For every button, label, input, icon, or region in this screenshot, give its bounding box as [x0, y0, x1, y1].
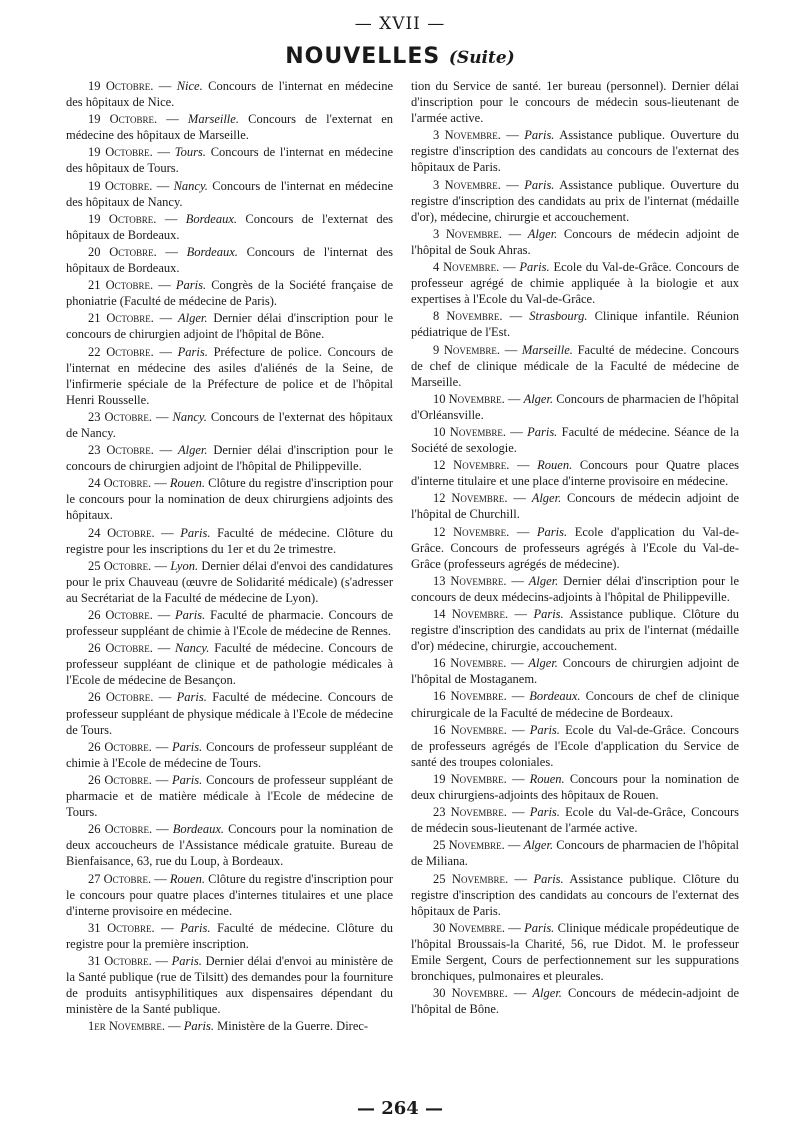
news-item-city: Rouen. — [537, 458, 573, 473]
page-header-roman: — XVII — — [354, 14, 446, 34]
news-item-text: Concours de l'internat des hôpitaux de Bordeaux. — [66, 244, 393, 276]
news-item: 19 Octobre. — Nice. Concours de l'internat en médecine des hôpitaux de Nice. — [66, 79, 393, 110]
news-item-text: tion du Service de santé. 1er bureau (personnel). Dernier délai d'inscription pour le concours de médecin sous-lieutenant de l'armée active. — [411, 79, 739, 126]
news-item-text: Concours de l'internat en médecine des hôpitaux de Nice. — [66, 79, 393, 110]
news-item-date: 24 Octobre. — [88, 525, 155, 540]
news-item-date: 8 Novembre. — [433, 309, 503, 324]
news-item-date: 25 Novembre. — [433, 871, 509, 886]
news-item-text: Concours de pharmacien de l'hôpital d'Orléansville. — [411, 391, 739, 422]
news-item-city: Paris. — [175, 608, 206, 622]
news-item-date: 23 Novembre. — [433, 805, 507, 820]
news-item: 23 Novembre. — Paris. Ecole du Val-de-Grâce, Concours de médecin sous-lieutenant de l'armée active. — [411, 805, 739, 836]
news-item-city: Paris. — [176, 690, 207, 705]
news-item-date: 21 Octobre. — [88, 278, 154, 293]
news-item: 19 Octobre. — Marseille. Concours de l'externat en médecine des hôpitaux de Marseille. — [66, 112, 393, 143]
news-item-date: 3 Novembre. — [433, 177, 501, 192]
news-item-text: Concours de médecin-adjoint de l'hôpital de Bône. — [411, 986, 739, 1017]
news-item-text: Clinique médicale propédeutique de l'hôpital Broussais-la Charité, 56, rue Didot. M. le professeur Emile Sergent, Cours de perfectionnement sur les suppurations bronchiques, pulmonaires et pleurales. — [411, 920, 739, 984]
news-item: 24 Octobre. — Rouen. Clôture du registre d'inscription pour le concours pour la nomination de deux chirurgiens adjoints des hôpitaux. — [66, 476, 393, 523]
news-item-city: Alger. — [527, 226, 558, 241]
news-item: 14 Novembre. — Paris. Assistance publique. Clôture du registre d'inscription des candidats au prix de l'internat (médaille d'or) médecine, chirurgie, accouchement. — [411, 607, 739, 654]
news-item: 12 Novembre. — Alger. Concours de médecin adjoint de l'hôpital de Churchill. — [411, 491, 739, 522]
news-item-city: Paris. — [524, 177, 555, 192]
news-item: 26 Octobre. — Bordeaux. Concours pour la nomination de deux accoucheurs de l'Assistance médicale gratuite. Bureau de Bienfaisance, 63, rue du Loup, à Bordeaux. — [66, 822, 393, 869]
news-item-text: Assistance publique. Ouverture du registre d'inscription des candidats au concours de l'externat des hôpitaux de Paris. — [411, 128, 739, 175]
news-item: 21 Octobre. — Alger. Dernier délai d'inscription pour le concours de chirurgien adjoint de l'hôpital de Bône. — [66, 311, 393, 342]
news-item-date: 10 Novembre. — [433, 391, 505, 406]
news-item-text: Concours pour Quatre places d'interne titulaire et une place d'interne provisoire en médecine. — [411, 458, 739, 489]
news-item-date: 16 Novembre. — [433, 722, 507, 737]
news-item-city: Tours. — [174, 145, 206, 160]
news-item: 12 Novembre. — Rouen. Concours pour Quatre places d'interne titulaire et une place d'interne provisoire en médecine. — [411, 458, 739, 489]
news-item-city: Paris. — [529, 805, 560, 820]
news-item-date: 21 Octobre. — [88, 311, 154, 326]
news-item-date: 3 Novembre. — [433, 128, 501, 143]
news-item — [411, 78, 739, 126]
news-item-city: Marseille. — [187, 112, 239, 127]
news-item: 16 Novembre. — Alger. Concours de chirurgien adjoint de l'hôpital de Mostaganem. — [411, 656, 739, 687]
news-item-text: Concours de l'internat en médecine des hôpitaux de Tours. — [66, 145, 393, 176]
news-item-text: Concours de l'externat en médecine des hôpitaux de Marseille. — [66, 112, 393, 143]
news-item: 16 Novembre. — Paris. Ecole du Val-de-Grâce. Concours de professeurs agrégés de l'Ecole d'application du Service de santé des troupes coloniales. — [411, 722, 739, 769]
news-item-date: 30 Novembre. — [433, 986, 508, 1001]
news-item: 8 Novembre. — Strasbourg. Clinique infantile. Réunion pédiatrique de l'Est. — [411, 309, 739, 340]
news-item: 31 Octobre. — Paris. Faculté de médecine. Clôture du registre pour la première inscription. — [66, 920, 393, 951]
news-item: 25 Octobre. — Lyon. Dernier délai d'envoi des candidatures pour le prix Chauveau (œuvre de Solidarité médicale) (s'adresser au Secrétariat de la Faculté de médecine de Lyon). — [66, 558, 393, 605]
news-item-text: Congrès de la Société française de phoniatrie (Faculté de médecine de Paris). — [66, 278, 393, 309]
news-item-text: Ecole du Val-de-Grâce. Concours de professeurs agrégés de l'Ecole d'application du Service de santé des troupes coloniales. — [411, 722, 739, 769]
news-item-city: Paris. — [180, 920, 211, 935]
news-item-date: 16 Novembre. — [433, 656, 507, 671]
news-item-text: Faculté de médecine. Concours de professeur suppléant de physique médicale à l'Ecole de médecine de Tours. — [66, 690, 393, 737]
news-item: 21 Octobre. — Paris. Congrès de la Société française de phoniatrie (Faculté de médecine de Paris). — [66, 278, 393, 309]
news-item: 22 Octobre. — Paris. Préfecture de police. Concours de l'internat en médecine des asiles d'aliénés de la Seine, de l'infirmerie spéciale de la Préfecture de police et de l'hôpital Henri Rousselle. — [66, 344, 393, 407]
news-item: 19 Novembre. — Rouen. Concours pour la nomination de deux chirurgiens-adjoints des hôpitaux de Rouen. — [411, 771, 739, 803]
news-item-text: Faculté de médecine. Clôture du registre pour la première inscription. — [66, 920, 393, 951]
news-item-text: Assistance publique. Clôture du registre d'inscription des candidats au prix de l'internat (médaille d'or) médecine, chirurgie, accouchement. — [411, 607, 739, 654]
news-item-text: Concours de l'externat des hôpitaux de Nancy. — [66, 409, 393, 440]
news-item-date: 12 Novembre. — [433, 524, 510, 539]
news-item: 20 Octobre. — Bordeaux. Concours de l'internat des hôpitaux de Bordeaux. — [66, 244, 393, 276]
news-item: 31 Octobre. — Paris. Dernier délai d'envoi au ministère de la Santé publique (rue de Tilsitt) des demandes pour la fourniture de produits antisyphilitiques aux dispensaires dépendant du ministère de la Santé publique. — [66, 953, 393, 1017]
news-item-city: Paris. — [524, 920, 555, 935]
left-column — [66, 78, 393, 1098]
news-item-city: Rouen. — [529, 771, 565, 786]
news-item-city: Paris. — [533, 871, 564, 886]
section-title — [0, 44, 800, 69]
news-item-city: Paris. — [519, 260, 550, 275]
news-item: 12 Novembre. — Paris. Ecole d'application du Val-de-Grâce. Concours de professeurs agrégés à l'Ecole du Val-de-Grâce (professeurs agrégés de médecine). — [411, 524, 739, 571]
news-item-text: Concours pour la nomination de deux accoucheurs de l'Assistance médicale gratuite. Bureau de Bienfaisance, 63, rue du Loup, à Bordeaux. — [66, 822, 393, 869]
section-title-main: NOUVELLES — [285, 44, 441, 69]
news-item-text: Concours de professeur suppléant de chimie à l'Ecole de médecine de Tours. — [66, 739, 393, 770]
news-item-text: Ecole du Val-de-Grâce. Concours de professeur agrégé de chimie appliquée à la biologie et aux expertises à l'Ecole du Val-de-Grâce. — [411, 260, 739, 307]
news-item: 19 Octobre. — Bordeaux. Concours de l'externat des hôpitaux de Bordeaux. — [66, 211, 393, 242]
news-item-text: Concours pour la nomination de deux chirurgiens-adjoints des hôpitaux de Rouen. — [411, 771, 739, 803]
news-item-city: Alger. — [177, 311, 208, 326]
news-item: 4 Novembre. — Paris. Ecole du Val-de-Grâce. Concours de professeur agrégé de chimie appliquée à la biologie et aux expertises à l'Ecole du Val-de-Grâce. — [411, 260, 739, 307]
news-item-date: 1er Novembre. — [88, 1019, 166, 1034]
news-item-city: Lyon. — [170, 558, 199, 573]
news-item: 16 Novembre. — Bordeaux. Concours de chef de clinique chirurgicale de la Faculté de médecine de Bordeaux. — [411, 689, 739, 720]
news-item: 26 Octobre. — Paris. Concours de professeur suppléant de pharmacie et de matière médicale à l'Ecole de médecine de Tours. — [66, 772, 393, 820]
news-item-date: 26 Octobre. — [88, 608, 153, 622]
news-item-city: Nancy. — [172, 409, 207, 424]
news-item-date: 19 Octobre. — [88, 211, 157, 226]
news-item: 30 Novembre. — Paris. Clinique médicale propédeutique de l'hôpital Broussais-la Charité, 56, rue Didot. M. le professeur Emile Sergent, Cours de perfectionnement sur les suppurations bronchiques, pulmonaires et pleurales. — [411, 920, 739, 984]
news-item-date: 26 Octobre. — [88, 690, 154, 705]
news-item-text: Ecole d'application du Val-de-Grâce. Concours de professeurs agrégés à l'Ecole du Val-de-Grâce (professeurs agrégés de médecine). — [411, 524, 739, 571]
news-item-city: Bordeaux. — [186, 244, 238, 259]
news-item-city: Alger. — [528, 573, 559, 588]
section-title-suite: (Suite) — [448, 48, 515, 68]
news-item-city: Alger. — [523, 838, 554, 853]
news-item-text: Dernier délai d'envoi au ministère de la Santé publique (rue de Tilsitt) des demandes pour la fourniture de produits antisyphilitiques aux dispensaires dépendant du ministère de la Santé publique. — [66, 953, 393, 1017]
news-item-text: Concours de l'externat des hôpitaux de Bordeaux. — [66, 211, 393, 242]
news-item-city: Paris. — [177, 344, 208, 359]
news-item: 25 Novembre. — Alger. Concours de pharmacien de l'hôpital de Miliana. — [411, 838, 739, 869]
news-item: 23 Octobre. — Nancy. Concours de l'externat des hôpitaux de Nancy. — [66, 409, 393, 440]
news-item-date: 4 Novembre. — [433, 260, 500, 275]
news-item-date: 26 Octobre. — [88, 822, 153, 837]
news-item-text: Dernier délai d'inscription pour le concours de chirurgien adjoint de l'hôpital de Bône. — [66, 311, 393, 342]
news-item-text: Clinique infantile. Réunion pédiatrique de l'Est. — [411, 309, 739, 340]
news-item: 3 Novembre. — Paris. Assistance publique. Ouverture du registre d'inscription des candidats au prix de l'internat (médaille d'or), médecine, chirurgie et accouchement. — [411, 177, 739, 224]
news-item-date: 30 Novembre. — [433, 920, 505, 935]
news-item-date: 9 Novembre. — [433, 342, 501, 357]
news-item-date: 26 Octobre. — [88, 641, 153, 656]
news-item-text: Concours de médecin adjoint de l'hôpital de Souk Ahras. — [411, 226, 739, 257]
news-item-date: 12 Novembre. — [433, 491, 508, 506]
news-item-date: 23 Octobre. — [88, 409, 152, 424]
news-item-date: 24 Octobre. — [88, 476, 152, 491]
news-item-date: 16 Novembre. — [433, 689, 507, 704]
news-item-date: 25 Novembre. — [433, 838, 505, 853]
news-item-text: Concours de médecin adjoint de l'hôpital de Churchill. — [411, 491, 739, 522]
news-item-date: 26 Octobre. — [88, 739, 152, 754]
news-item: 26 Octobre. — Paris. Faculté de pharmacie. Concours de professeur suppléant de chimie à l'Ecole de médecine de Rennes. — [66, 608, 393, 639]
news-item-date: 19 Octobre. — [88, 178, 153, 193]
news-item: 24 Octobre. — Paris. Faculté de médecine. Clôture du registre pour les inscriptions du 1er et du 2e trimestre. — [66, 525, 393, 556]
news-item: 30 Novembre. — Alger. Concours de médecin-adjoint de l'hôpital de Bône. — [411, 986, 739, 1017]
news-item-date: 19 Octobre. — [88, 79, 154, 93]
news-item-text: Faculté de médecine. Séance de la Société de sexologie. — [411, 424, 739, 456]
news-item-date: 27 Octobre. — [88, 871, 152, 886]
news-item-text: Faculté de pharmacie. Concours de professeur suppléant de chimie à l'Ecole de médecine de Rennes. — [66, 608, 393, 639]
news-item-date: 25 Octobre. — [88, 558, 152, 573]
news-item-city: Paris. — [529, 722, 560, 737]
news-item-date: 14 Novembre. — [433, 607, 509, 621]
news-item: 26 Octobre. — Paris. Concours de professeur suppléant de chimie à l'Ecole de médecine de Tours. — [66, 739, 393, 770]
news-item-text: Dernier délai d'inscription pour le concours de chirurgien adjoint de l'hôpital de Philippeville. — [66, 443, 393, 474]
news-item-date: 22 Octobre. — [88, 344, 154, 359]
news-item-city: Alger. — [531, 491, 562, 506]
news-item-city: Paris. — [183, 1019, 214, 1034]
news-item-date: 19 Octobre. — [88, 112, 158, 127]
news-item-city: Paris. — [171, 953, 202, 968]
news-item-city: Alger. — [528, 656, 558, 671]
news-item-text: Assistance publique. Ouverture du registre d'inscription des candidats au prix de l'internat (médaille d'or), médecine, chirurgie et accouchement. — [411, 177, 739, 224]
news-item-text: Ministère de la Guerre. Direc- — [217, 1019, 369, 1034]
news-item-city: Nancy. — [175, 641, 210, 656]
news-item-city: Bordeaux. — [529, 689, 581, 704]
news-item-city: Paris. — [536, 524, 568, 539]
news-item-text: Dernier délai d'inscription pour le concours de deux médecins-adjoints à l'hôpital de Philippeville. — [411, 573, 739, 604]
news-item-city: Marseille. — [521, 342, 573, 357]
news-item-city: Paris. — [527, 424, 558, 439]
news-item-text: Concours de professeur suppléant de pharmacie et de matière médicale à l'Ecole de médecine de Tours. — [66, 772, 393, 820]
news-item-date: 19 Novembre. — [433, 771, 507, 786]
news-item-city: Paris. — [172, 739, 203, 754]
news-item: 27 Octobre. — Rouen. Clôture du registre d'inscription pour le concours pour quatre places d'internes titulaires et une place d'interne provisoire en médecine. — [66, 871, 393, 918]
news-item-city: Bordeaux. — [185, 211, 237, 226]
news-item-text: Ecole du Val-de-Grâce, Concours de médecin sous-lieutenant de l'armée active. — [411, 805, 739, 836]
news-item: 13 Novembre. — Alger. Dernier délai d'inscription pour le concours de deux médecins-adjoints à l'hôpital de Philippeville. — [411, 573, 739, 604]
news-item-date: 31 Octobre. — [88, 953, 152, 968]
news-item-city: Rouen. — [169, 476, 205, 491]
news-item: 10 Novembre. — Paris. Faculté de médecine. Séance de la Société de sexologie. — [411, 424, 739, 456]
news-item-date: 26 Octobre. — [88, 772, 152, 787]
news-item-city: Strasbourg. — [529, 309, 588, 324]
news-item: 26 Octobre. — Nancy. Faculté de médecine. Concours de professeur suppléant de clinique et de pathologie médicales à l'Ecole de médecine de Besançon. — [66, 641, 393, 688]
news-item-date: 23 Octobre. — [88, 443, 154, 458]
news-item: 19 Octobre. — Nancy. Concours de l'internat en médecine des hôpitaux de Nancy. — [66, 178, 393, 209]
news-item-text: Concours de chirurgien adjoint de l'hôpital de Mostaganem. — [411, 656, 739, 687]
news-item: 3 Novembre. — Paris. Assistance publique. Ouverture du registre d'inscription des candidats au concours de l'externat des hôpitaux de Paris. — [411, 128, 739, 175]
news-item-city: Paris. — [175, 278, 207, 293]
news-item: 3 Novembre. — Alger. Concours de médecin adjoint de l'hôpital de Souk Ahras. — [411, 226, 739, 257]
news-item-text: Concours de chef de clinique chirurgicale de la Faculté de médecine de Bordeaux. — [411, 689, 739, 720]
news-item-text: Faculté de médecine. Concours de chef de clinique médicale de la Faculté de médecine de Marseille. — [411, 342, 739, 389]
right-column — [411, 78, 739, 1098]
news-item: 19 Octobre. — Tours. Concours de l'internat en médecine des hôpitaux de Tours. — [66, 145, 393, 176]
news-item-text: Assistance publique. Clôture du registre d'inscription des candidats au concours de l'externat des hôpitaux de Paris. — [411, 871, 739, 918]
news-item-date: 20 Octobre. — [88, 244, 157, 259]
news-item-text: Concours de pharmacien de l'hôpital de Miliana. — [411, 838, 739, 869]
news-item-date: 10 Novembre. — [433, 424, 506, 439]
news-item: 26 Octobre. — Paris. Faculté de médecine. Concours de professeur suppléant de physique médicale à l'Ecole de médecine de Tours. — [66, 690, 393, 737]
news-item-text: Clôture du registre d'inscription pour le concours pour quatre places d'internes titulaires et une place d'interne provisoire en médecine. — [66, 871, 393, 918]
news-item-text: Clôture du registre d'inscription pour le concours pour la nomination de deux chirurgiens adjoints des hôpitaux. — [66, 476, 393, 523]
news-item-city: Rouen. — [169, 871, 205, 886]
news-item: 23 Octobre. — Alger. Dernier délai d'inscription pour le concours de chirurgien adjoint de l'hôpital de Philippeville. — [66, 443, 393, 474]
news-item-city: Nancy. — [173, 178, 208, 193]
news-item-city: Paris. — [524, 128, 555, 143]
news-item-city: Bordeaux. — [172, 822, 225, 837]
news-item-date: 31 Octobre. — [88, 920, 155, 935]
news-item-city: Nice. — [176, 79, 203, 93]
news-item-city: Paris. — [180, 525, 211, 540]
news-item-text: Dernier délai d'envoi des candidatures pour le prix Chauveau (œuvre de Solidarité médicale) (s'adresser au Secrétariat de la Faculté de médecine de Lyon). — [66, 558, 393, 605]
news-item-city: Paris. — [172, 772, 203, 787]
news-item-city: Alger. — [532, 986, 562, 1001]
news-item-date: 19 Octobre. — [88, 145, 153, 160]
news-item: 1er Novembre. — Paris. Ministère de la Guerre. Direc- — [88, 1019, 369, 1034]
news-item-date: 13 Novembre. — [433, 573, 507, 588]
news-item: 9 Novembre. — Marseille. Faculté de médecine. Concours de chef de clinique médicale de la Faculté de médecine de Marseille. — [411, 342, 739, 389]
news-item-text: Concours de l'internat en médecine des hôpitaux de Nancy. — [66, 178, 393, 209]
news-item-text: Faculté de médecine. Clôture du registre pour les inscriptions du 1er et du 2e trimestre. — [66, 525, 393, 556]
news-item-text: Préfecture de police. Concours de l'internat en médecine des asiles d'aliénés de la Seine, de l'infirmerie spéciale de la Préfecture de police et de l'hôpital Henri Rousselle. — [66, 344, 393, 407]
news-item-date: 12 Novembre. — [433, 458, 510, 473]
news-item-date: 3 Novembre. — [433, 226, 503, 241]
news-item-city: Alger. — [523, 391, 554, 406]
news-item: 10 Novembre. — Alger. Concours de pharmacien de l'hôpital d'Orléansville. — [411, 391, 739, 422]
news-item-city: Paris. — [533, 607, 564, 621]
news-item-text: Faculté de médecine. Concours de professeur suppléant de clinique et de pathologie médicales à l'Ecole de médecine de Besançon. — [66, 641, 393, 688]
news-item: 25 Novembre. — Paris. Assistance publique. Clôture du registre d'inscription des candidats au concours de l'externat des hôpitaux de Paris. — [411, 871, 739, 918]
news-item-city: Alger. — [177, 443, 208, 458]
page-number: — 264 — — [356, 1098, 444, 1119]
